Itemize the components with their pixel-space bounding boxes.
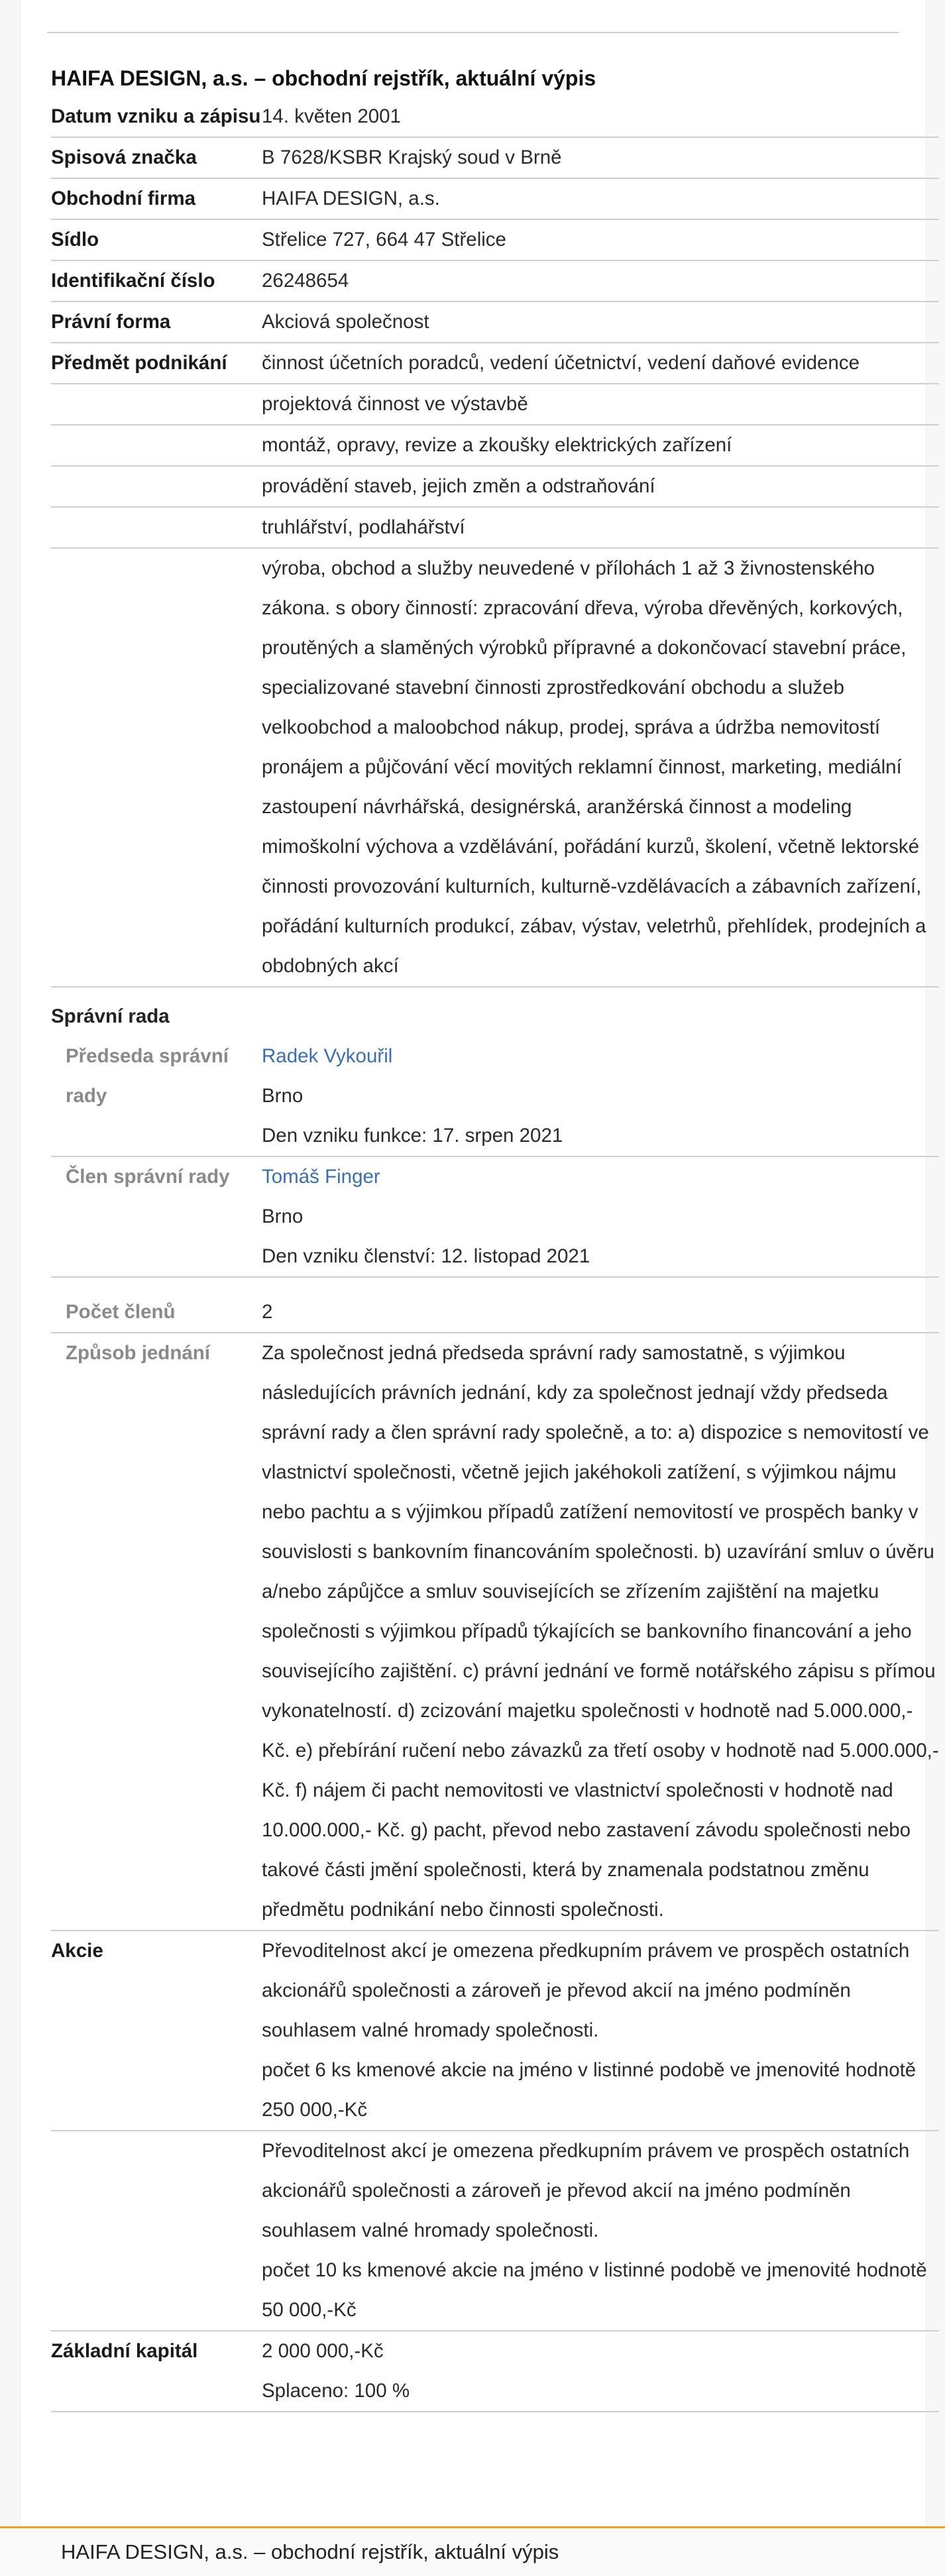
section-sprava: [51, 987, 939, 1036]
label-zpusob: Způsob jednání: [51, 1333, 262, 1931]
kapital-amount: 2 000 000,-Kč: [262, 2340, 384, 2362]
value-predseda: [262, 1036, 939, 1156]
row-predmet-1: [51, 384, 939, 425]
row-predmet-5: [51, 548, 939, 987]
label-spis: Spisová značka: [51, 137, 262, 178]
row-sidlo: [51, 219, 939, 260]
row-predmet-4: [51, 507, 939, 548]
value-akcie-2: [262, 2131, 939, 2331]
link-predseda[interactable]: Radek Vykouřil: [262, 1045, 393, 1067]
label-sidlo: Sídlo: [51, 219, 262, 260]
footer-title: HAIFA DESIGN, a.s. – obchodní rejstřík, aktuální výpis: [61, 2540, 559, 2563]
value-predmet-4: truhlářství, podlahářství: [262, 507, 939, 548]
value-predmet-0: činnost účetních poradců, vedení účetnictví, vedení daňové evidence: [262, 343, 939, 384]
kapital-splaceno: Splaceno: 100 %: [262, 2380, 410, 2402]
row-akcie-2: [51, 2131, 939, 2331]
register-extract: [51, 60, 939, 2412]
value-predmet-5: výroba, obchod a služby neuvedené v přílohách 1 až 3 živnostenského zákona. s obory činností: zpracování dřeva, výroba dřevěných, korkových, proutěných a slaměných výrobků přípravné a dokončovací stavební práce, specializované stavební činnosti zprostředkování obchodu a služeb velkoobchod a maloobchod nákup, prodej, správa a údržba nemovitostí pronájem a půjčování věcí movitých reklamní činnost, marketing, mediální zastoupení návrhářská, designérská, aranžérská činnost a modeling mimoškolní výchova a vzdělávání, pořádání kurzů, školení, včetně lektorské činnosti provozování kulturních, kulturně-vzdělávacích a zábavních zařízení, pořádání kulturních produkcí, zábav, výstav, veletrhů, přehlídek, prodejních a obdobných akcí: [262, 548, 939, 987]
value-pocet: 2: [262, 1292, 939, 1333]
row-predseda: [51, 1036, 939, 1156]
label-ico: Identifikační číslo: [51, 260, 262, 302]
top-divider: [47, 32, 899, 33]
row-pocet: [51, 1292, 939, 1333]
label-forma: Právní forma: [51, 302, 262, 343]
value-datum: 14. květen 2001: [262, 97, 939, 137]
value-predmet-2: montáž, opravy, revize a zkoušky elektrických zařízení: [262, 425, 939, 466]
value-ico: 26248654: [262, 260, 939, 302]
value-predmet-1: projektová činnost ve výstavbě: [262, 384, 939, 425]
label-datum: Datum vzniku a zápisu: [51, 97, 262, 137]
page-title: HAIFA DESIGN, a.s. – obchodní rejstřík, aktuální výpis: [51, 66, 596, 90]
register-table: [51, 97, 939, 2412]
row-akcie-1: [51, 1931, 939, 2131]
row-kapital: [51, 2331, 939, 2412]
label-predmet: Předmět podnikání: [51, 343, 262, 384]
akcie-1-text: Převoditelnost akcí je omezena předkupním právem ve prospěch ostatních akcionářů společnosti a zároveň je převod akcií na jméno podmíněn souhlasem valné hromady společnosti.: [262, 1940, 910, 2041]
akcie-2-text: Převoditelnost akcí je omezena předkupním právem ve prospěch ostatních akcionářů společnosti a zároveň je převod akcií na jméno podmíněn souhlasem valné hromady společnosti.: [262, 2140, 910, 2241]
value-akcie-1: [262, 1931, 939, 2131]
akcie-1-pocet: počet 6 ks kmenové akcie na jméno v listinné podobě ve jmenovité hodnotě 250 000,-Kč: [262, 2059, 917, 2121]
row-predmet-2: [51, 425, 939, 466]
footer-bar: [0, 2526, 945, 2576]
value-spis: B 7628/KSBR Krajský soud v Brně: [262, 137, 939, 178]
label-predseda: Předseda správní rady: [66, 1045, 229, 1107]
section-heading-sprava: Správní rada: [51, 1005, 170, 1027]
clen-city: Brno: [262, 1205, 304, 1227]
predseda-city: Brno: [262, 1085, 304, 1107]
value-kapital: [262, 2331, 939, 2412]
link-clen[interactable]: Tomáš Finger: [262, 1166, 380, 1188]
label-firma: Obchodní firma: [51, 178, 262, 219]
value-forma: Akciová společnost: [262, 302, 939, 343]
clen-date: Den vzniku členství: 12. listopad 2021: [262, 1245, 590, 1267]
row-datum: [51, 97, 939, 137]
row-forma: [51, 302, 939, 343]
row-gap: [51, 1277, 939, 1292]
row-predmet-3: [51, 466, 939, 507]
label-kapital: Základní kapitál: [51, 2331, 262, 2412]
value-firma: HAIFA DESIGN, a.s.: [262, 178, 939, 219]
predseda-date: Den vzniku funkce: 17. srpen 2021: [262, 1125, 563, 1147]
row-zpusob: [51, 1333, 939, 1931]
value-predmet-3: provádění staveb, jejich změn a odstraňování: [262, 466, 939, 507]
label-akcie: Akcie: [51, 1931, 262, 2131]
row-predmet-0: [51, 343, 939, 384]
row-ico: [51, 260, 939, 302]
value-sidlo: Střelice 727, 664 47 Střelice: [262, 219, 939, 260]
row-spis: [51, 137, 939, 178]
row-clen: [51, 1156, 939, 1277]
akcie-2-pocet: počet 10 ks kmenové akcie na jméno v listinné podobě ve jmenovité hodnotě 50 000,-Kč: [262, 2259, 927, 2321]
label-pocet: Počet členů: [51, 1292, 262, 1333]
value-clen: [262, 1156, 939, 1277]
label-clen: Člen správní rady: [51, 1156, 262, 1277]
value-zpusob: Za společnost jedná předseda správní rady samostatně, s výjimkou následujících právních jednání, kdy za společnost jednají vždy předseda správní rady a člen správní rady společně, a to: a) dispozice s nemovitostí ve vlastnictví společnosti, včetně jejich jakéhokoli zatížení, s výjimkou nájmu nebo pachtu a s výjimkou případů zatížení nemovitostí ve prospěch banky v souvislosti s bankovním financováním společnosti. b) uzavírání smluv o úvěru a/nebo zápůjčce a smluv souvisejících se zřízením zajištění na majetku společnosti s výjimkou případů týkajících se bankovního financování a jeho souvisejícího zajištění. c) právní jednání ve formě notářského zápisu s přímou vykonatelností. d) zcizování majetku společnosti v hodnotě nad 5.000.000,- Kč. e) přebírání ručení nebo závazků za třetí osoby v hodnotě nad 5.000.000,- Kč. f) nájem či pacht nemovitosti ve vlastnictví společnosti v hodnotě nad 10.000.000,- Kč. g) pacht, převod nebo zastavení závodu společnosti nebo takové části jmění společnosti, která by znamenala podstatnou změnu předmětu podnikání nebo činnosti společnosti.: [262, 1333, 939, 1931]
row-firma: [51, 178, 939, 219]
document-sheet: [20, 0, 939, 2526]
